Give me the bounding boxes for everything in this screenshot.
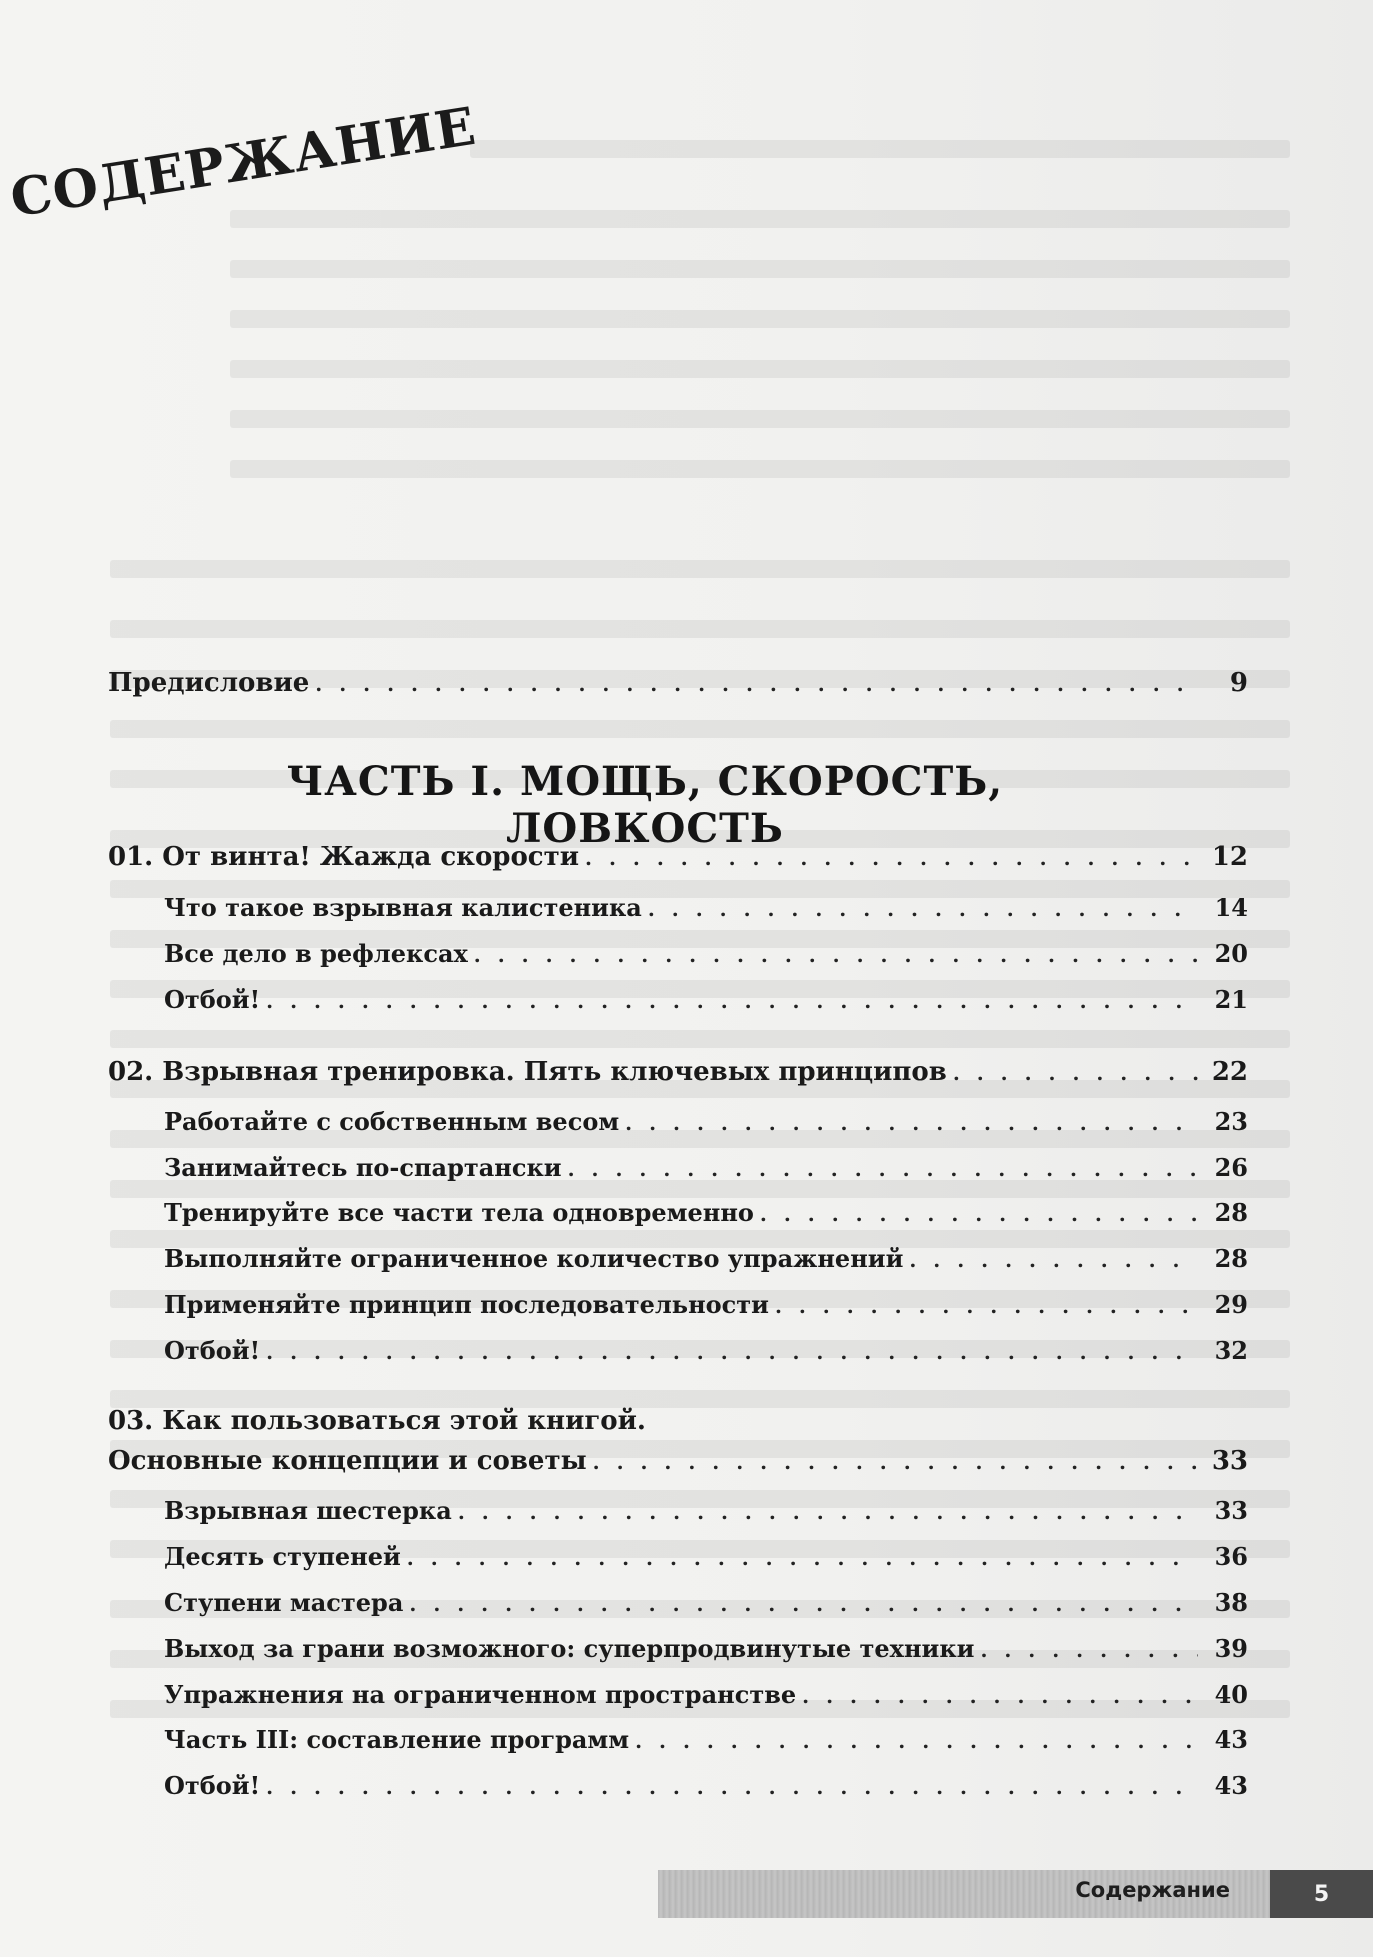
dot-leader bbox=[407, 1546, 1198, 1570]
reverse-side-show-through bbox=[20, 120, 1350, 1840]
page-title: СОДЕРЖАНИЕ bbox=[6, 95, 481, 230]
dot-leader bbox=[474, 943, 1198, 967]
toc-entry-label: Выход за грани возможного: суперпродвинутые техники bbox=[164, 1634, 975, 1663]
toc-entry-section[interactable] bbox=[164, 1542, 1248, 1571]
dot-leader bbox=[909, 1248, 1198, 1272]
toc-entry-label: Основные концепции и советы bbox=[108, 1446, 587, 1476]
toc-page-number: 22 bbox=[1211, 1057, 1248, 1087]
dot-leader bbox=[266, 989, 1198, 1013]
dot-leader bbox=[409, 1592, 1198, 1616]
dot-leader bbox=[568, 1157, 1198, 1181]
toc-entry-section[interactable] bbox=[164, 1290, 1248, 1319]
toc-page-number: 43 bbox=[1214, 1725, 1248, 1754]
toc-entry-section[interactable] bbox=[164, 1634, 1248, 1663]
toc-page-number: 38 bbox=[1214, 1588, 1248, 1617]
dot-leader bbox=[802, 1684, 1198, 1708]
toc-entry-section[interactable] bbox=[164, 1725, 1248, 1754]
toc-entry-label: Часть III: составление программ bbox=[164, 1725, 630, 1754]
toc-entry-section[interactable] bbox=[164, 939, 1248, 968]
toc-page-number: 23 bbox=[1214, 1107, 1248, 1136]
dot-leader bbox=[635, 1729, 1198, 1753]
toc-entry-label: 01. От винта! Жажда скорости bbox=[108, 842, 580, 872]
toc-entry-label: Занимайтесь по-спартански bbox=[164, 1153, 562, 1182]
dot-leader bbox=[458, 1500, 1198, 1524]
toc-entry-label: Применяйте принцип последовательности bbox=[164, 1290, 769, 1319]
dot-leader bbox=[980, 1638, 1198, 1662]
toc-entry-section[interactable] bbox=[164, 1588, 1248, 1617]
dot-leader bbox=[775, 1294, 1198, 1318]
toc-page-number: 33 bbox=[1214, 1496, 1248, 1525]
toc-entry-chapter-03[interactable] bbox=[108, 1446, 1248, 1476]
toc-entry-label: Взрывная шестерка bbox=[164, 1496, 452, 1525]
toc-entry-label: Выполняйте ограниченное количество упражнений bbox=[164, 1244, 904, 1273]
toc-entry-section[interactable] bbox=[164, 985, 1248, 1014]
toc-page-number: 20 bbox=[1214, 939, 1248, 968]
dot-leader bbox=[593, 1450, 1198, 1474]
toc-entry-label: Отбой! bbox=[164, 985, 261, 1014]
toc-entry-section[interactable] bbox=[164, 1336, 1248, 1365]
toc-entry-label: Тренируйте все части тела одновременно bbox=[164, 1198, 754, 1227]
toc-page-number: 32 bbox=[1214, 1336, 1248, 1365]
toc-chapter-03-heading-line1[interactable]: 03. Как пользоваться этой книгой. bbox=[108, 1406, 646, 1436]
toc-page-number: 36 bbox=[1214, 1542, 1248, 1571]
toc-entry-section[interactable] bbox=[164, 1680, 1248, 1709]
toc-entry-section[interactable] bbox=[164, 1107, 1248, 1136]
page-number: 5 bbox=[1270, 1870, 1373, 1918]
toc-entry-chapter-01[interactable] bbox=[108, 842, 1248, 872]
toc-entry-section[interactable] bbox=[164, 1153, 1248, 1182]
dot-leader bbox=[585, 846, 1198, 870]
toc-page-number: 28 bbox=[1214, 1198, 1248, 1227]
toc-entry-section[interactable] bbox=[164, 893, 1248, 922]
toc-entry-section[interactable] bbox=[164, 1198, 1248, 1227]
toc-entry-section[interactable] bbox=[164, 1244, 1248, 1273]
toc-page-number: 39 bbox=[1214, 1634, 1248, 1663]
toc-entry-label: Упражнения на ограниченном пространстве bbox=[164, 1680, 797, 1709]
toc-page-number: 29 bbox=[1214, 1290, 1248, 1319]
toc-entry-label: Отбой! bbox=[164, 1336, 261, 1365]
toc-entry-label: 02. Взрывная тренировка. Пять ключевых принципов bbox=[108, 1057, 947, 1087]
dot-leader bbox=[315, 672, 1198, 696]
toc-page-number: 26 bbox=[1214, 1153, 1248, 1182]
toc-page-number: 40 bbox=[1214, 1680, 1248, 1709]
toc-entry-label: Ступени мастера bbox=[164, 1588, 404, 1617]
toc-entry-label: Десять ступеней bbox=[164, 1542, 401, 1571]
dot-leader bbox=[953, 1061, 1198, 1085]
toc-entry-section[interactable] bbox=[164, 1496, 1248, 1525]
dot-leader bbox=[266, 1775, 1198, 1799]
toc-page-number: 12 bbox=[1211, 842, 1248, 872]
toc-entry-label: Работайте с собственным весом bbox=[164, 1107, 620, 1136]
toc-entry-label: Отбой! bbox=[164, 1771, 261, 1800]
toc-entry-preface[interactable] bbox=[108, 668, 1248, 698]
footer-section-label: Содержание bbox=[1075, 1878, 1230, 1902]
toc-page-number: 43 bbox=[1214, 1771, 1248, 1800]
toc-entry-label: Что такое взрывная калистеника bbox=[164, 893, 642, 922]
toc-entry-label: Предисловие bbox=[108, 668, 310, 698]
dot-leader bbox=[625, 1111, 1198, 1135]
toc-page-number: 9 bbox=[1229, 668, 1248, 698]
toc-page-number: 21 bbox=[1214, 985, 1248, 1014]
toc-entry-label: Все дело в рефлексах bbox=[164, 939, 468, 968]
toc-page-number: 14 bbox=[1214, 893, 1248, 922]
dot-leader bbox=[266, 1340, 1198, 1364]
toc-page-number: 28 bbox=[1214, 1244, 1248, 1273]
dot-leader bbox=[760, 1202, 1198, 1226]
dot-leader bbox=[648, 897, 1198, 921]
toc-entry-section[interactable] bbox=[164, 1771, 1248, 1800]
part-heading: ЧАСТЬ I. МОЩЬ, СКОРОСТЬ, ЛОВКОСТЬ bbox=[286, 758, 1004, 852]
toc-entry-chapter-02[interactable] bbox=[108, 1057, 1248, 1087]
toc-page-number: 33 bbox=[1211, 1446, 1248, 1476]
